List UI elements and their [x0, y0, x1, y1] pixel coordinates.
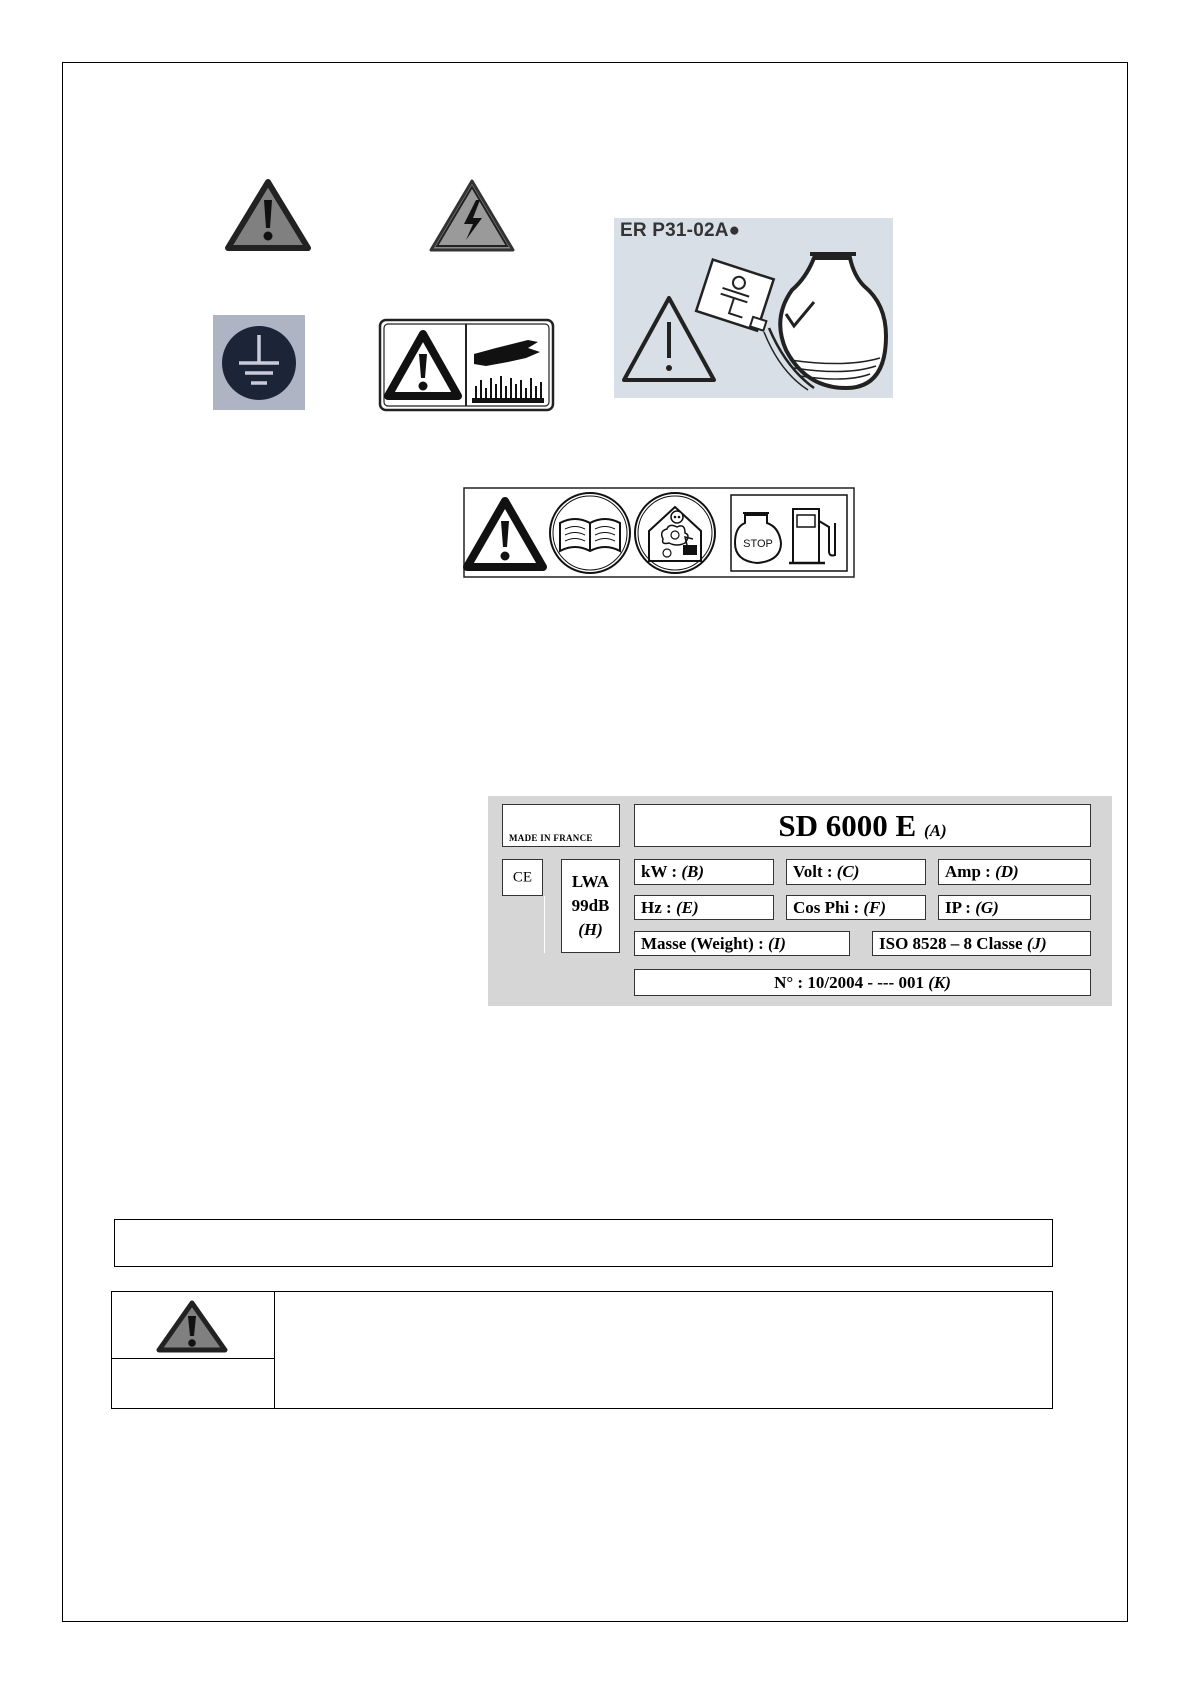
warning-table-triangle-icon — [155, 1300, 229, 1354]
hz-cell: Hz : (E) — [634, 895, 774, 920]
warning-table — [111, 1291, 1053, 1409]
oil-check-icon — [614, 218, 893, 398]
iso-cell: ISO 8528 – 8 Classe (J) — [872, 931, 1091, 956]
oil-label-code: ER P31-02A● — [620, 220, 741, 241]
sound-power-cell — [561, 859, 620, 953]
section-title-box — [114, 1219, 1053, 1267]
model-ref: (A) — [923, 820, 947, 840]
cos-phi-cell: Cos Phi : (F) — [786, 895, 926, 920]
warning-triangle-icon — [224, 178, 312, 252]
stop-engine-refuel-icon — [731, 495, 847, 571]
lwa-label: LWA — [571, 872, 610, 891]
amp-cell: Amp : (D) — [938, 859, 1091, 885]
made-in-label: MADE IN FRANCE — [509, 833, 593, 843]
oil-check-label — [614, 218, 893, 398]
made-in-france-cell — [502, 804, 620, 847]
ce-mark-cell — [502, 859, 543, 896]
ce-mark: CE — [512, 869, 533, 885]
mass-cell: Masse (Weight) : (I) — [634, 931, 850, 956]
electric-hazard-icon — [428, 178, 516, 253]
kw-cell: kW : (B) — [634, 859, 774, 885]
lwa-ref: (H) — [578, 920, 603, 939]
safety-pictogram-strip — [463, 487, 855, 578]
model-name: SD 6000 E — [778, 807, 917, 843]
serial-number-cell: N° : 10/2004 - --- 001 (K) — [634, 969, 1091, 996]
lwa-value: 99dB — [571, 896, 610, 915]
svg-text:STOP: STOP — [743, 538, 773, 550]
hot-surface-icon — [378, 318, 555, 412]
ip-cell: IP : (G) — [938, 895, 1091, 920]
earth-ground-icon — [213, 315, 305, 410]
toxic-fumes-icon — [635, 493, 715, 573]
rating-plate — [488, 796, 1112, 1006]
volt-cell: Volt : (C) — [786, 859, 926, 885]
model-cell — [634, 804, 1091, 847]
read-manual-icon — [550, 493, 630, 573]
